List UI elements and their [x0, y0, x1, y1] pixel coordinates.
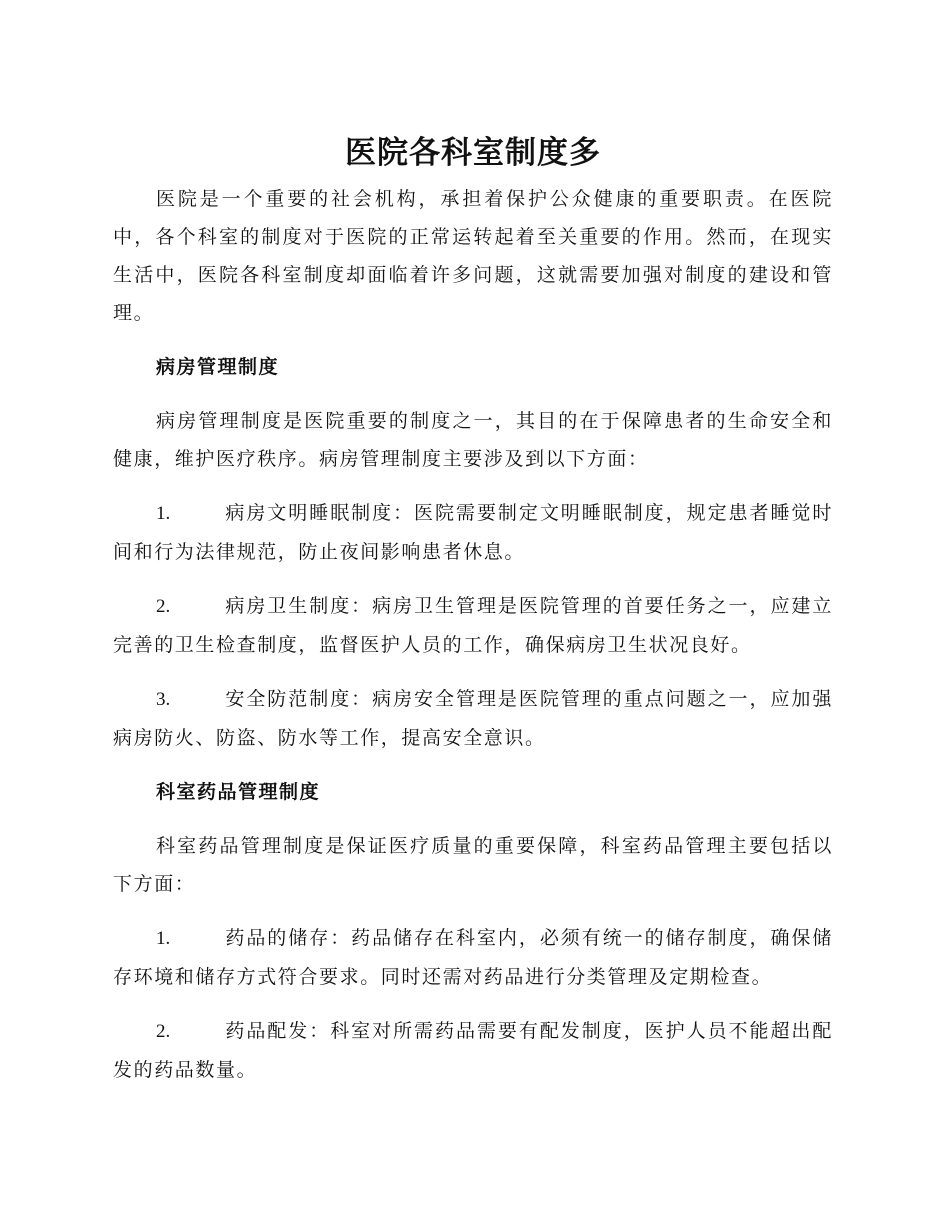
- list-item: [113, 680, 833, 757]
- list-item-number: 1.: [156, 928, 171, 949]
- section-paragraph: 科室药品管理制度是保证医疗质量的重要保障，科室药品管理主要包括以下方面：: [113, 835, 833, 895]
- document-page: [113, 127, 833, 1089]
- section-paragraph: 病房管理制度是医院重要的制度之一，其目的在于保障患者的生命安全和健康，维护医疗秩序。病房管理制度主要涉及到以下方面：: [113, 410, 833, 470]
- list-item-text: 病房卫生制度：病房卫生管理是医院管理的首要任务之一，应建立完善的卫生检查制度，监督医护人员的工作，确保病房卫生状况良好。: [113, 595, 833, 656]
- list-item-text: 病房文明睡眠制度：医院需要制定文明睡眠制度，规定患者睡觉时间和行为法律规范，防止夜间影响患者休息。: [113, 502, 833, 563]
- section-heading: 科室药品管理制度: [156, 781, 321, 803]
- list-item: [113, 494, 833, 571]
- list-item-text: 药品的储存：药品储存在科室内，必须有统一的储存制度，确保储存环境和储存方式符合要求。同时还需对药品进行分类管理及定期检查。: [113, 927, 833, 988]
- list-item-number: 2.: [156, 596, 171, 617]
- list-item-number: 1.: [156, 503, 171, 524]
- list-item-text: 安全防范制度：病房安全管理是医院管理的重点问题之一，应加强病房防火、防盗、防水等工作，提高安全意识。: [113, 688, 833, 749]
- document-title: 医院各科室制度多: [345, 135, 601, 171]
- section-ward-management: [113, 348, 833, 757]
- list-item: [113, 587, 833, 664]
- list-item-text: 药品配发：科室对所需药品需要有配发制度，医护人员不能超出配发的药品数量。: [113, 1020, 833, 1081]
- list-item-number: 2.: [156, 1021, 171, 1042]
- section-heading: 病房管理制度: [156, 356, 280, 378]
- list-item: [113, 919, 833, 996]
- intro-paragraph: 医院是一个重要的社会机构，承担着保护公众健康的重要职责。在医院中，各个科室的制度对于医院的正常运转起着至关重要的作用。然而，在现实生活中，医院各科室制度却面临着许多问题，这就需要加强对制度的建设和管理。: [113, 188, 833, 324]
- list-item-number: 3.: [156, 689, 171, 710]
- section-drug-management: [113, 773, 833, 1089]
- list-item: [113, 1012, 833, 1089]
